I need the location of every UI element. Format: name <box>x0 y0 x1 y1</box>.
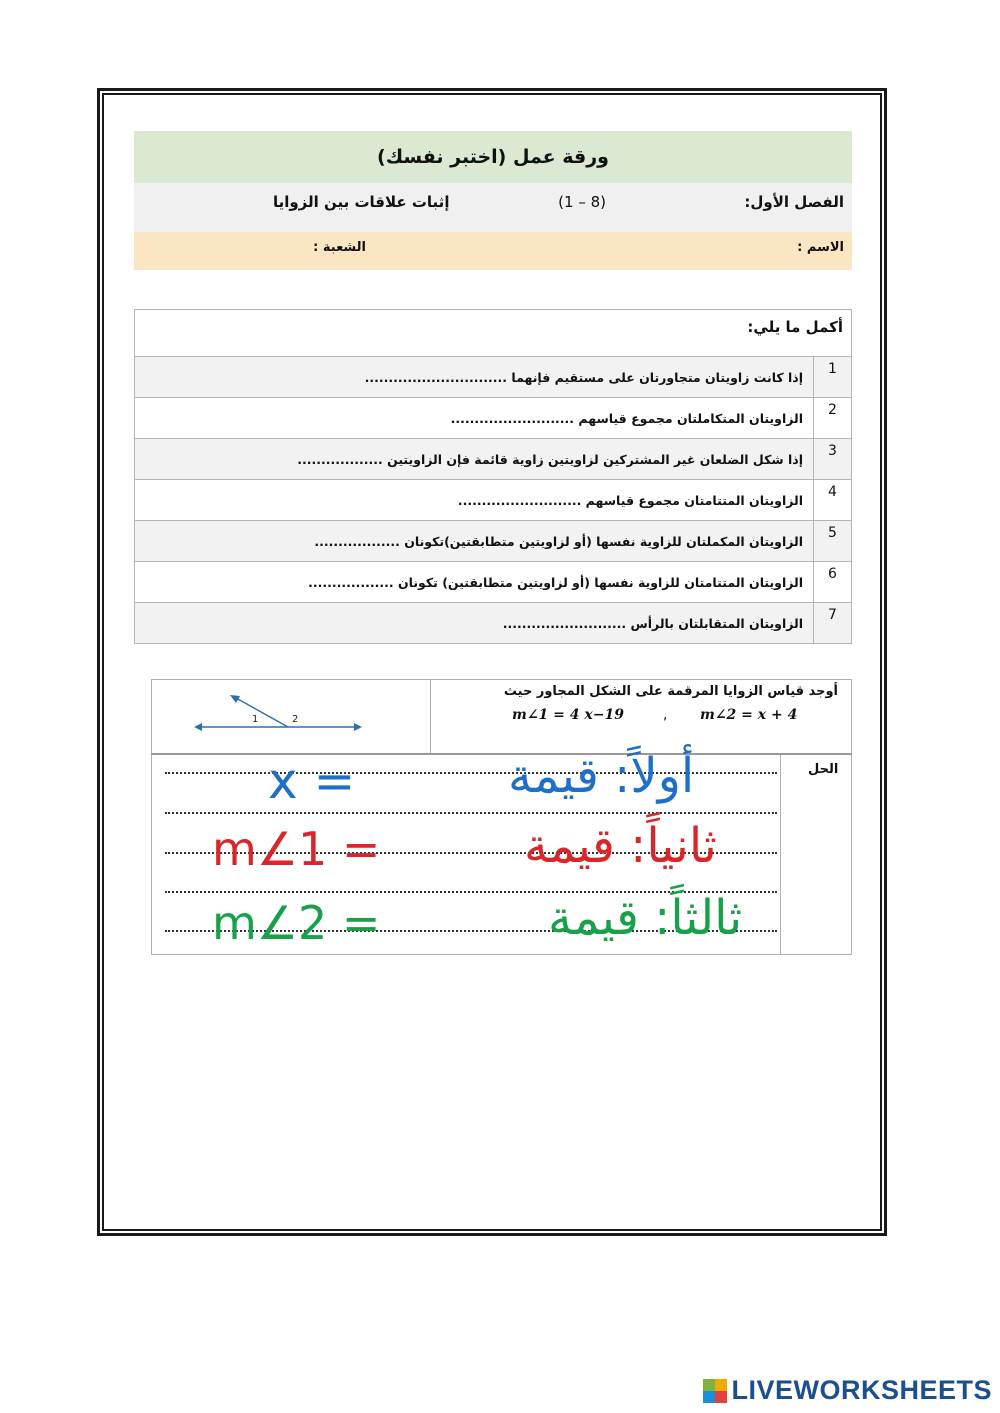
figure-label-2: 2 <box>292 714 299 725</box>
divider <box>780 755 781 955</box>
item-number: 4 <box>814 480 852 521</box>
arrow-left-icon <box>194 723 202 731</box>
name-label: الاسم : <box>797 240 844 255</box>
table-row <box>135 398 852 439</box>
complete-heading: أكمل ما يلي: <box>135 310 852 357</box>
table-row <box>135 357 852 398</box>
liveworksheets-brand[interactable] <box>703 1375 992 1406</box>
item-number: 7 <box>814 603 852 644</box>
handwritten-second: ثانياً: قيمة <box>524 818 717 874</box>
item-number: 1 <box>814 357 852 398</box>
lesson-number: (8 – 1) <box>558 193 606 211</box>
problem-prompt: أوجد قياس الزوايا المرقمة على الشكل المجاور حيث <box>503 684 838 699</box>
item-text[interactable]: الزاويتان المتتامتان مجموع قياسهم .......................... <box>135 480 814 521</box>
liveworksheets-logo-icon <box>703 1379 727 1403</box>
item-number: 3 <box>814 439 852 480</box>
item-text[interactable]: الزاويتان المتتامتان للزاوية نفسها (أو لزاويتين متطابقتين) تكونان .................. <box>135 562 814 603</box>
handwritten-x: x = <box>268 752 356 810</box>
figure-label-1: 1 <box>252 714 259 725</box>
answer-line[interactable] <box>165 812 777 814</box>
worksheet-title-band <box>134 131 852 183</box>
chapter-band <box>134 183 852 232</box>
table-row <box>135 521 852 562</box>
handwritten-m1: m∠1 = <box>212 822 381 876</box>
item-number: 5 <box>814 521 852 562</box>
brand-text: LIVEWORKSHEETS <box>731 1375 992 1405</box>
item-text[interactable]: إذا كانت زاويتان متجاورتان على مستقيم فإنهما .............................. <box>135 357 814 398</box>
chapter-label: الفصل الأول: <box>744 193 844 211</box>
handwritten-first: أولاً: قيمة <box>508 748 695 804</box>
equation-separator: , <box>663 707 668 723</box>
equation-1: m∠1 = 4 x−19 <box>512 707 624 723</box>
divider <box>151 753 852 755</box>
item-text[interactable]: الزاويتان المكملتان للزاوية نفسها (أو لزاويتين متطابقتين)تكونان .................. <box>135 521 814 562</box>
handwritten-m2: m∠2 = <box>212 896 381 950</box>
lesson-title: إثبات علاقات بين الزوايا <box>272 193 450 211</box>
table-row <box>135 603 852 644</box>
item-number: 2 <box>814 398 852 439</box>
handwritten-third: ثالثاً: قيمة <box>548 890 743 946</box>
item-text[interactable]: الزاويتان المتقابلتان بالرأس .......................... <box>135 603 814 644</box>
item-text[interactable]: إذا شكل الضلعان غير المشتركين لزاويتين زاوية قائمة فإن الزاويتين .................. <box>135 439 814 480</box>
table-row <box>135 439 852 480</box>
student-info-band <box>134 232 852 270</box>
table-row <box>135 480 852 521</box>
table-row <box>135 562 852 603</box>
solution-label: الحل <box>808 762 839 777</box>
angle-figure <box>192 688 364 738</box>
arrow-right-icon <box>354 723 362 731</box>
equation-2: m∠2 = x + 4 <box>700 707 798 723</box>
item-text[interactable]: الزاويتان المتكاملتان مجموع قياسهم .......................... <box>135 398 814 439</box>
complete-table <box>134 309 852 644</box>
figure-ray <box>236 698 288 727</box>
worksheet-title: ورقة عمل (اختبر نفسك) <box>377 146 609 168</box>
section-label: الشعبة : <box>313 240 366 255</box>
item-number: 6 <box>814 562 852 603</box>
